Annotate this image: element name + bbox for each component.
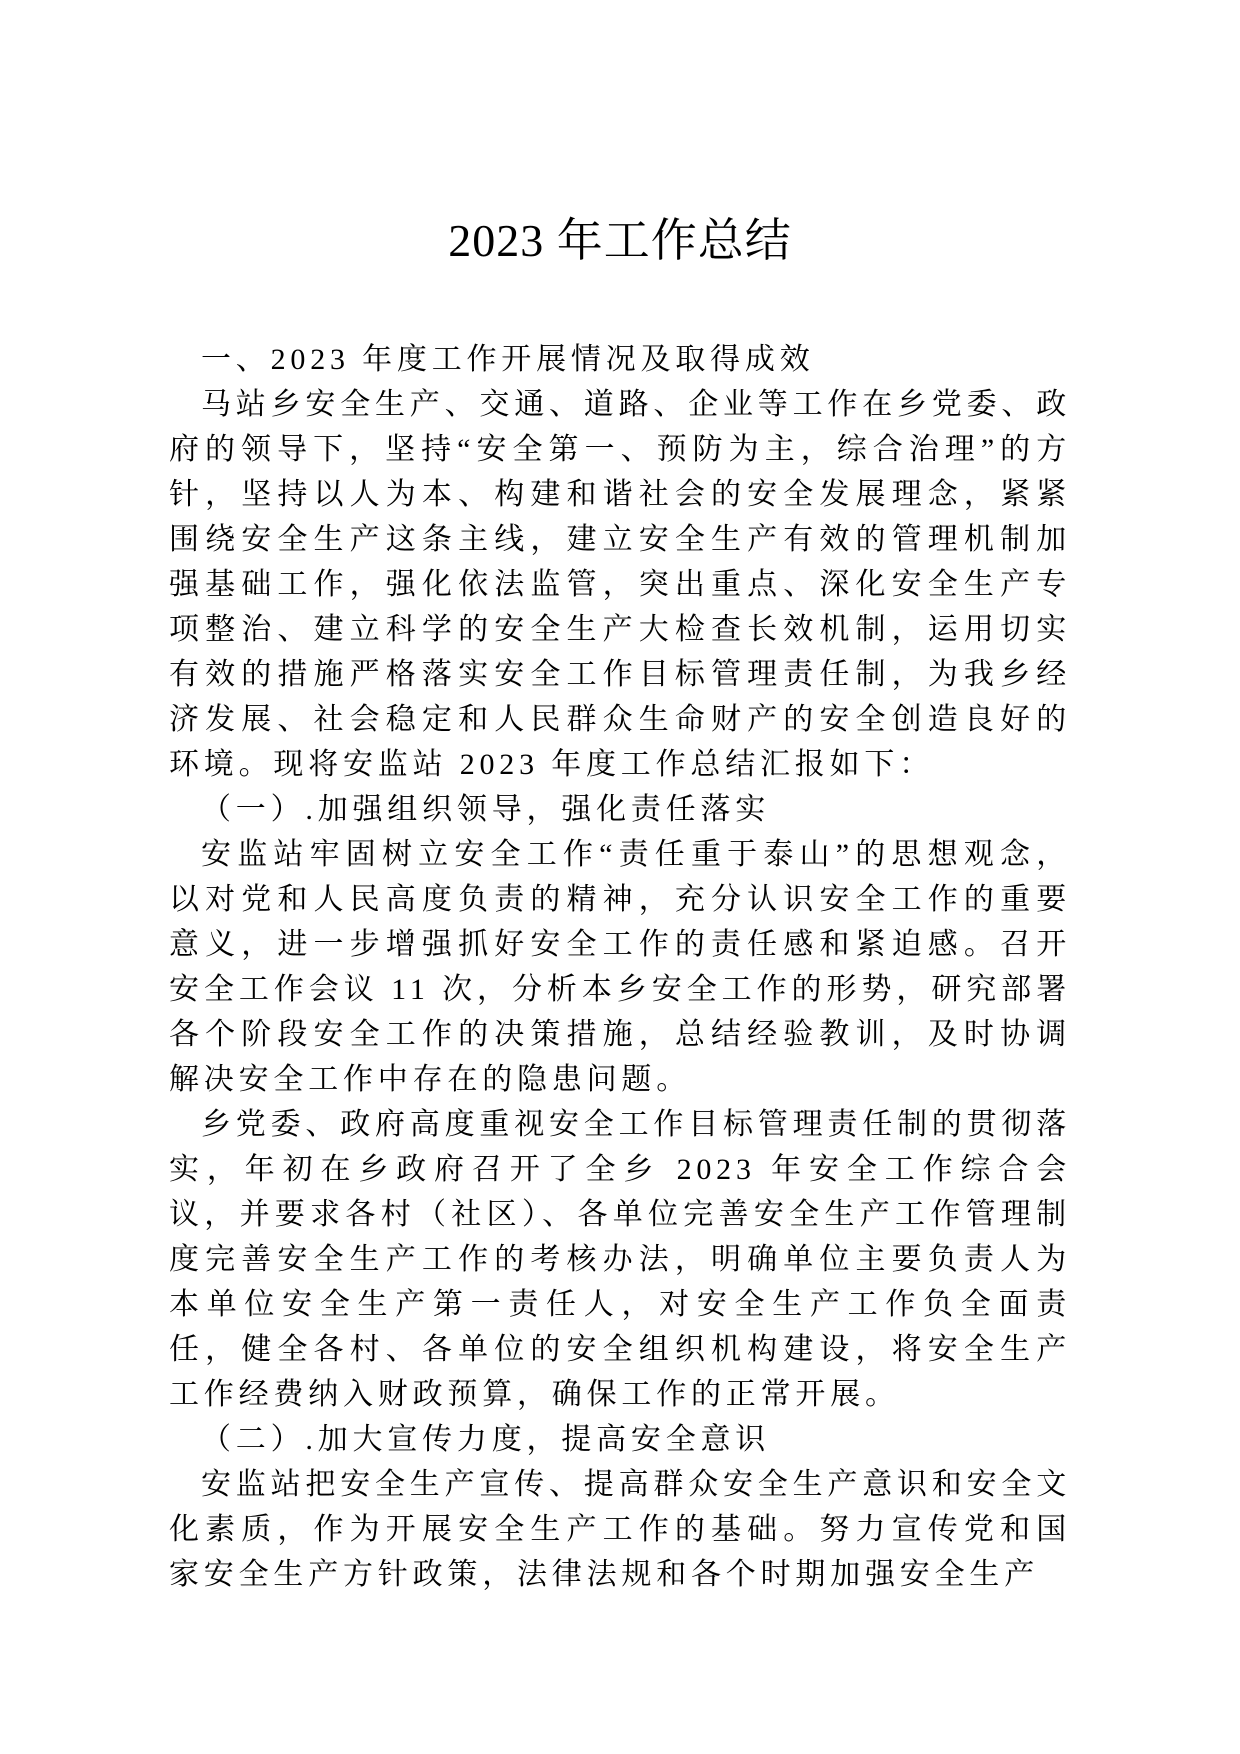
- document-title: 2023 年工作总结: [448, 215, 792, 266]
- document-body: [169, 337, 1071, 1597]
- body-paragraph-leadership: 安监站牢固树立安全工作“责任重于泰山”的思想观念，以对党和人民高度负责的精神，充分认识安全工作的重要意义，进一步增强抓好安全工作的责任感和紧迫感。召开安全工作会议 11 次，分析本乡安全工作的形势，研究部署各个阶段安全工作的决策措施，总结经验教训，及时协调解决安全工作中存在的隐患问题。: [169, 838, 1071, 1096]
- body-paragraph-publicity: 安监站把安全生产宣传、提高群众安全生产意识和安全文化素质，作为开展安全生产工作的基础。努力宣传党和国家安全生产方针政策，法律法规和各个时期加强安全生产: [169, 1468, 1071, 1591]
- body-paragraph-overview: 马站乡安全生产、交通、道路、企业等工作在乡党委、政府的领导下，坚持“安全第一、预防为主，综合治理”的方针，坚持以人为本、构建和谐社会的安全发展理念，紧紧围绕安全生产这条主线，建立安全生产有效的管理机制加强基础工作，强化依法监管，突出重点、深化安全生产专项整治、建立科学的安全生产大检查长效机制，运用切实有效的措施严格落实安全工作目标管理责任制，为我乡经济发展、社会稳定和人民群众生命财产的安全创造良好的环境。现将安监站 2023 年度工作总结汇报如下：: [169, 388, 1071, 781]
- body-paragraph-responsibility: 乡党委、政府高度重视安全工作目标管理责任制的贯彻落实，年初在乡政府召开了全乡 2023 年安全工作综合会议，并要求各村（社区）、各单位完善安全生产工作管理制度完善安全生产工作的考核办法，明确单位主要负责人为本单位安全生产第一责任人，对安全生产工作负全面责任，健全各村、各单位的安全组织机构建设，将安全生产工作经费纳入财政预算，确保工作的正常开展。: [169, 1108, 1071, 1411]
- section-heading-sub-1: （一）.加强组织领导，强化责任落实: [201, 793, 771, 826]
- section-heading-main: 一、2023 年度工作开展情况及取得成效: [201, 343, 815, 376]
- section-heading-sub-2: （二）.加大宣传力度，提高安全意识: [201, 1423, 771, 1456]
